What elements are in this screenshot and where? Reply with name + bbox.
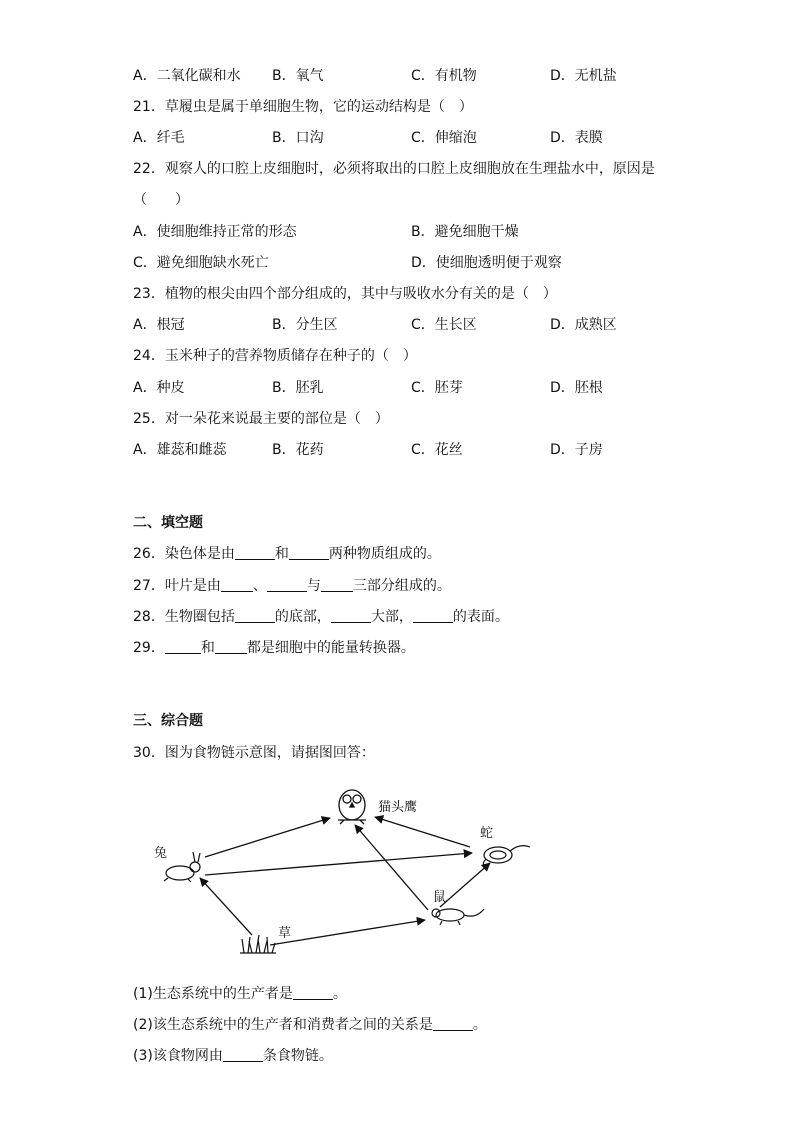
- q30-sub3: [133, 1046, 333, 1066]
- label-grass: 草: [278, 926, 292, 941]
- q30-sub1-end: 。: [332, 986, 347, 1002]
- arrow-rabbit-to-snake: [205, 853, 472, 875]
- q22-stem-continued: （ ）: [133, 192, 189, 208]
- q30-sub2-end: 。: [472, 1017, 487, 1033]
- arrow-mouse-to-snake: [440, 863, 490, 907]
- q30-sub2-blank: [433, 1016, 473, 1031]
- q20-option-a: A．二氧化碳和水: [133, 68, 241, 84]
- q25-option-d: D．子房: [550, 442, 603, 458]
- label-mouse: 鼠: [433, 890, 447, 905]
- q24-option-c: C．胚芽: [411, 380, 463, 396]
- q27-text-1: 27．叶片是由: [133, 578, 221, 594]
- q21-option-a: A．纤毛: [133, 130, 185, 146]
- q29: [133, 638, 415, 658]
- section-title-comprehensive: 三、综合题: [133, 713, 203, 729]
- arrow-snake-to-owl: [375, 817, 470, 847]
- q30-sub3-blank: [223, 1047, 263, 1062]
- owl-icon: [338, 790, 366, 824]
- q29-blank-2: [215, 639, 247, 654]
- q25-option-a: A．雄蕊和雌蕊: [133, 442, 227, 458]
- q28-blank-1: [235, 608, 275, 623]
- q23-option-c: C．生长区: [411, 317, 477, 333]
- q21-option-d: D．表膜: [550, 130, 603, 146]
- grass-icon: [240, 935, 276, 953]
- section-title-fill-blank: 二、填空题: [133, 515, 203, 531]
- q22-option-a: A．使细胞维持正常的形态: [133, 224, 297, 240]
- arrow-grass-to-rabbit: [200, 878, 252, 935]
- q25-option-c: C．花丝: [411, 442, 463, 458]
- q29-blank-1: [165, 639, 201, 654]
- q22-stem: 22．观察人的口腔上皮细胞时，必须将取出的口腔上皮细胞放在生理盐水中，原因是: [133, 161, 655, 177]
- mouse-icon: [432, 909, 484, 925]
- q21-option-b: B．口沟: [272, 130, 324, 146]
- q23-option-b: B．分生区: [272, 317, 338, 333]
- arrow-grass-to-mouse: [270, 920, 425, 945]
- q26-text-1: 26．染色体是由: [133, 546, 235, 562]
- q30-sub2: [133, 1015, 487, 1035]
- q23-option-a: A．根冠: [133, 317, 185, 333]
- snake-icon: [483, 846, 530, 865]
- q24-option-b: B．胚乳: [272, 380, 324, 396]
- q27-text-4: 三部分组成的。: [352, 578, 451, 594]
- label-owl: 猫头鹰: [378, 800, 418, 815]
- q28-blank-3: [413, 608, 453, 623]
- q24-option-a: A．种皮: [133, 380, 185, 396]
- q25-option-b: B．花药: [272, 442, 324, 458]
- q27: [133, 576, 451, 596]
- q23-option-d: D．成熟区: [550, 317, 617, 333]
- q24-option-d: D．胚根: [550, 380, 603, 396]
- q27-blank-1: [221, 577, 253, 592]
- q28-text-4: 的表面。: [452, 609, 509, 625]
- arrow-mouse-to-owl: [355, 825, 428, 910]
- q26-blank-2: [289, 545, 329, 560]
- label-snake: 蛇: [480, 826, 494, 841]
- q29-text-1: 29．: [133, 640, 165, 656]
- q27-blank-3: [321, 577, 353, 592]
- q30-stem: 30．图为食物链示意图，请据图回答：: [133, 745, 375, 761]
- q29-text-3: 都是细胞中的能量转换器。: [246, 640, 415, 656]
- q20-option-b: B．氧气: [272, 68, 324, 84]
- q28-text-1: 28．生物圈包括: [133, 609, 235, 625]
- q20-option-d: D．无机盐: [550, 68, 617, 84]
- q26-text-2: 和: [274, 546, 289, 562]
- food-web-diagram: [150, 785, 540, 960]
- rabbit-icon: [164, 852, 200, 882]
- q22-option-c: C．避免细胞缺水死亡: [133, 255, 269, 271]
- q28-blank-2: [331, 608, 371, 623]
- q23-stem: 23．植物的根尖由四个部分组成的，其中与吸收水分有关的是（ ）: [133, 286, 557, 302]
- q30-sub1: [133, 984, 347, 1004]
- q28-text-3: 大部，: [370, 609, 413, 625]
- q26-blank-1: [235, 545, 275, 560]
- q20-option-c: C．有机物: [411, 68, 477, 84]
- q28-text-2: 的底部，: [274, 609, 331, 625]
- q27-text-3: 与: [306, 578, 321, 594]
- q27-blank-2: [267, 577, 307, 592]
- q26-text-3: 两种物质组成的。: [328, 546, 441, 562]
- q30-sub1-blank: [293, 985, 333, 1000]
- label-rabbit: 兔: [154, 846, 168, 861]
- q26: [133, 544, 441, 564]
- q22-option-b: B．避免细胞干燥: [411, 224, 519, 240]
- q29-text-2: 和: [200, 640, 215, 656]
- q25-stem: 25．对一朵花来说最主要的部位是（ ）: [133, 411, 389, 427]
- q30-sub3-text: (3)该食物网由: [133, 1048, 223, 1064]
- arrow-rabbit-to-owl: [205, 818, 330, 857]
- q28: [133, 607, 509, 627]
- q30-sub2-text: (2)该生态系统中的生产者和消费者之间的关系是: [133, 1017, 433, 1033]
- q21-stem: 21．草履虫是属于单细胞生物，它的运动结构是（ ）: [133, 99, 473, 115]
- q30-sub1-text: (1)生态系统中的生产者是: [133, 986, 293, 1002]
- q30-sub3-end: 条食物链。: [262, 1048, 333, 1064]
- q24-stem: 24．玉米种子的营养物质储存在种子的（ ）: [133, 348, 417, 364]
- q21-option-c: C．伸缩泡: [411, 130, 477, 146]
- q22-option-d: D．使细胞透明便于观察: [411, 255, 562, 271]
- q27-text-2: 、: [252, 578, 267, 594]
